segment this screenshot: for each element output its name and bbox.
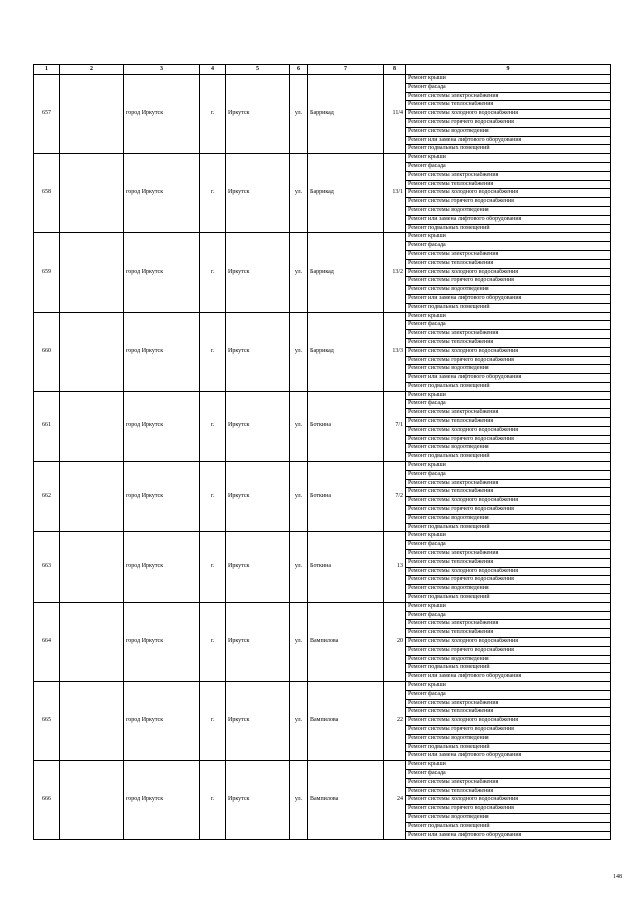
street-type: ул. [290,312,308,391]
work-item: Ремонт фасада [406,611,611,620]
work-item: Ремонт системы водоотведения [406,734,611,743]
work-item: Ремонт системы холодного водоснабжения [406,110,611,119]
work-item: Ремонт крыши [406,154,611,163]
work-item: Ремонт системы теплоснабжения [406,101,611,110]
header-cell: 7 [308,65,384,75]
work-item: Ремонт фасада [406,690,611,699]
street-type: ул. [290,391,308,461]
street-type: ул. [290,532,308,602]
work-item: Ремонт системы электроснабжения [406,250,611,259]
street-name: Вампилова [308,602,384,681]
work-item: Ремонт или замена лифтового оборудования [406,831,611,840]
blank-cell [60,75,124,154]
work-item: Ремонт системы холодного водоснабжения [406,347,611,356]
house-number: 7/1 [384,391,406,461]
work-item: Ремонт системы горячего водоснабжения [406,356,611,365]
work-item: Ремонт системы теплоснабжения [406,180,611,189]
work-item: Ремонт системы электроснабжения [406,171,611,180]
settlement-type: г. [200,154,226,233]
blank-cell [60,154,124,233]
work-item: Ремонт подвальных помещений [406,594,611,603]
settlement-type: г. [200,462,226,532]
record-number: 662 [34,462,60,532]
settlement-name: Иркутск [226,75,290,154]
header-cell: 5 [226,65,290,75]
street-name: Баррикад [308,233,384,312]
municipality: город Иркутск [124,681,200,760]
work-item: Ремонт системы теплоснабжения [406,558,611,567]
work-item: Ремонт крыши [406,233,611,242]
work-item: Ремонт крыши [406,312,611,321]
record-number: 659 [34,233,60,312]
work-item: Ремонт системы горячего водоснабжения [406,118,611,127]
street-type: ул. [290,761,308,840]
work-item: Ремонт системы электроснабжения [406,479,611,488]
work-item: Ремонт системы электроснабжения [406,620,611,629]
work-item: Ремонт фасада [406,162,611,171]
work-item: Ремонт подвальных помещений [406,523,611,532]
municipality: город Иркутск [124,761,200,840]
house-number: 13 [384,532,406,602]
street-type: ул. [290,681,308,760]
settlement-name: Иркутск [226,312,290,391]
work-item: Ремонт крыши [406,391,611,400]
work-item: Ремонт системы теплоснабжения [406,629,611,638]
street-name: Вампилова [308,681,384,760]
work-item: Ремонт подвальных помещений [406,822,611,831]
work-item: Ремонт крыши [406,462,611,471]
work-item: Ремонт системы электроснабжения [406,778,611,787]
work-item: Ремонт или замена лифтового оборудования [406,673,611,682]
work-item: Ремонт подвальных помещений [406,453,611,462]
record-number: 657 [34,75,60,154]
work-item: Ремонт системы холодного водоснабжения [406,796,611,805]
municipality: город Иркутск [124,75,200,154]
work-item: Ремонт подвальных помещений [406,145,611,154]
street-name: Баррикад [308,75,384,154]
record-number: 665 [34,681,60,760]
work-item: Ремонт системы холодного водоснабжения [406,426,611,435]
work-item: Ремонт системы горячего водоснабжения [406,576,611,585]
table-row [34,462,611,471]
work-item: Ремонт или замена лифтового оборудования [406,374,611,383]
table-row [34,761,611,770]
street-type: ул. [290,233,308,312]
work-item: Ремонт системы теплоснабжения [406,488,611,497]
work-item: Ремонт или замена лифтового оборудования [406,294,611,303]
work-item: Ремонт системы холодного водоснабжения [406,567,611,576]
record-number: 666 [34,761,60,840]
header-cell: 9 [406,65,611,75]
header-cell: 8 [384,65,406,75]
work-item: Ремонт системы водоотведения [406,655,611,664]
blank-cell [60,681,124,760]
work-item: Ремонт фасада [406,400,611,409]
municipality: город Иркутск [124,154,200,233]
header-cell: 3 [124,65,200,75]
municipality: город Иркутск [124,532,200,602]
table-row [34,602,611,611]
work-item: Ремонт системы водоотведения [406,365,611,374]
street-name: Боткина [308,462,384,532]
settlement-type: г. [200,602,226,681]
work-item: Ремонт подвальных помещений [406,664,611,673]
work-item: Ремонт системы электроснабжения [406,550,611,559]
page-number: 148 [613,874,622,880]
house-number: 11/4 [384,75,406,154]
work-item: Ремонт фасада [406,321,611,330]
work-item: Ремонт системы горячего водоснабжения [406,277,611,286]
house-number: 13/2 [384,233,406,312]
settlement-name: Иркутск [226,681,290,760]
settlement-name: Иркутск [226,154,290,233]
blank-cell [60,462,124,532]
street-name: Боткина [308,391,384,461]
street-type: ул. [290,154,308,233]
work-item: Ремонт системы горячего водоснабжения [406,435,611,444]
work-item: Ремонт системы теплоснабжения [406,418,611,427]
street-name: Вампилова [308,761,384,840]
header-row [34,65,611,75]
record-number: 661 [34,391,60,461]
work-item: Ремонт крыши [406,602,611,611]
blank-cell [60,532,124,602]
municipality: город Иркутск [124,462,200,532]
work-item: Ремонт фасада [406,769,611,778]
work-item: Ремонт системы водоотведения [406,514,611,523]
work-item: Ремонт системы электроснабжения [406,699,611,708]
work-item: Ремонт фасада [406,470,611,479]
work-item: Ремонт подвальных помещений [406,382,611,391]
house-number: 7/2 [384,462,406,532]
street-name: Боткина [308,532,384,602]
settlement-type: г. [200,233,226,312]
work-item: Ремонт или замена лифтового оборудования [406,752,611,761]
work-item: Ремонт системы водоотведения [406,585,611,594]
municipality: город Иркутск [124,602,200,681]
work-item: Ремонт системы теплоснабжения [406,338,611,347]
work-item: Ремонт системы водоотведения [406,206,611,215]
work-item: Ремонт системы горячего водоснабжения [406,506,611,515]
work-item: Ремонт подвальных помещений [406,303,611,312]
settlement-name: Иркутск [226,391,290,461]
table-row [34,532,611,541]
house-number: 13/1 [384,154,406,233]
table-body [34,75,611,840]
settlement-name: Иркутск [226,462,290,532]
work-item: Ремонт крыши [406,681,611,690]
settlement-name: Иркутск [226,761,290,840]
municipality: город Иркутск [124,391,200,461]
work-item: Ремонт системы горячего водоснабжения [406,725,611,734]
house-number: 13/3 [384,312,406,391]
table-row [34,681,611,690]
house-number: 20 [384,602,406,681]
settlement-type: г. [200,75,226,154]
settlement-name: Иркутск [226,233,290,312]
street-name: Баррикад [308,154,384,233]
work-item: Ремонт системы холодного водоснабжения [406,638,611,647]
work-item: Ремонт подвальных помещений [406,224,611,233]
table-row [34,154,611,163]
work-item: Ремонт крыши [406,761,611,770]
street-type: ул. [290,602,308,681]
settlement-type: г. [200,761,226,840]
blank-cell [60,312,124,391]
work-item: Ремонт системы теплоснабжения [406,708,611,717]
work-item: Ремонт подвальных помещений [406,743,611,752]
work-item: Ремонт системы горячего водоснабжения [406,646,611,655]
house-number: 24 [384,761,406,840]
street-type: ул. [290,462,308,532]
record-number: 663 [34,532,60,602]
blank-cell [60,233,124,312]
settlement-name: Иркутск [226,602,290,681]
street-name: Баррикад [308,312,384,391]
header-cell: 6 [290,65,308,75]
work-item: Ремонт системы теплоснабжения [406,787,611,796]
header-cell: 1 [34,65,60,75]
settlement-type: г. [200,532,226,602]
work-item: Ремонт или замена лифтового оборудования [406,215,611,224]
record-number: 664 [34,602,60,681]
work-item: Ремонт системы горячего водоснабжения [406,805,611,814]
settlement-name: Иркутск [226,532,290,602]
municipality: город Иркутск [124,233,200,312]
blank-cell [60,761,124,840]
house-number: 22 [384,681,406,760]
work-item: Ремонт крыши [406,75,611,84]
street-type: ул. [290,75,308,154]
record-number: 660 [34,312,60,391]
table-row [34,391,611,400]
header-cell: 4 [200,65,226,75]
table-row [34,312,611,321]
works-table [33,64,611,840]
work-item: Ремонт фасада [406,242,611,251]
work-item: Ремонт системы водоотведения [406,444,611,453]
work-item: Ремонт системы электроснабжения [406,92,611,101]
work-item: Ремонт фасада [406,83,611,92]
work-item: Ремонт системы водоотведения [406,127,611,136]
header-cell: 2 [60,65,124,75]
settlement-type: г. [200,312,226,391]
work-item: Ремонт системы холодного водоснабжения [406,268,611,277]
table-row [34,75,611,84]
work-item: Ремонт системы холодного водоснабжения [406,189,611,198]
municipality: город Иркутск [124,312,200,391]
table-row [34,233,611,242]
work-item: Ремонт системы водоотведения [406,286,611,295]
work-item: Ремонт системы водоотведения [406,813,611,822]
work-item: Ремонт или замена лифтового оборудования [406,136,611,145]
record-number: 658 [34,154,60,233]
settlement-type: г. [200,391,226,461]
blank-cell [60,391,124,461]
work-item: Ремонт системы электроснабжения [406,330,611,339]
work-item: Ремонт фасада [406,541,611,550]
work-item: Ремонт системы теплоснабжения [406,259,611,268]
work-item: Ремонт системы электроснабжения [406,409,611,418]
blank-cell [60,602,124,681]
work-item: Ремонт системы горячего водоснабжения [406,198,611,207]
work-item: Ремонт системы холодного водоснабжения [406,497,611,506]
work-item: Ремонт системы холодного водоснабжения [406,717,611,726]
work-item: Ремонт крыши [406,532,611,541]
settlement-type: г. [200,681,226,760]
